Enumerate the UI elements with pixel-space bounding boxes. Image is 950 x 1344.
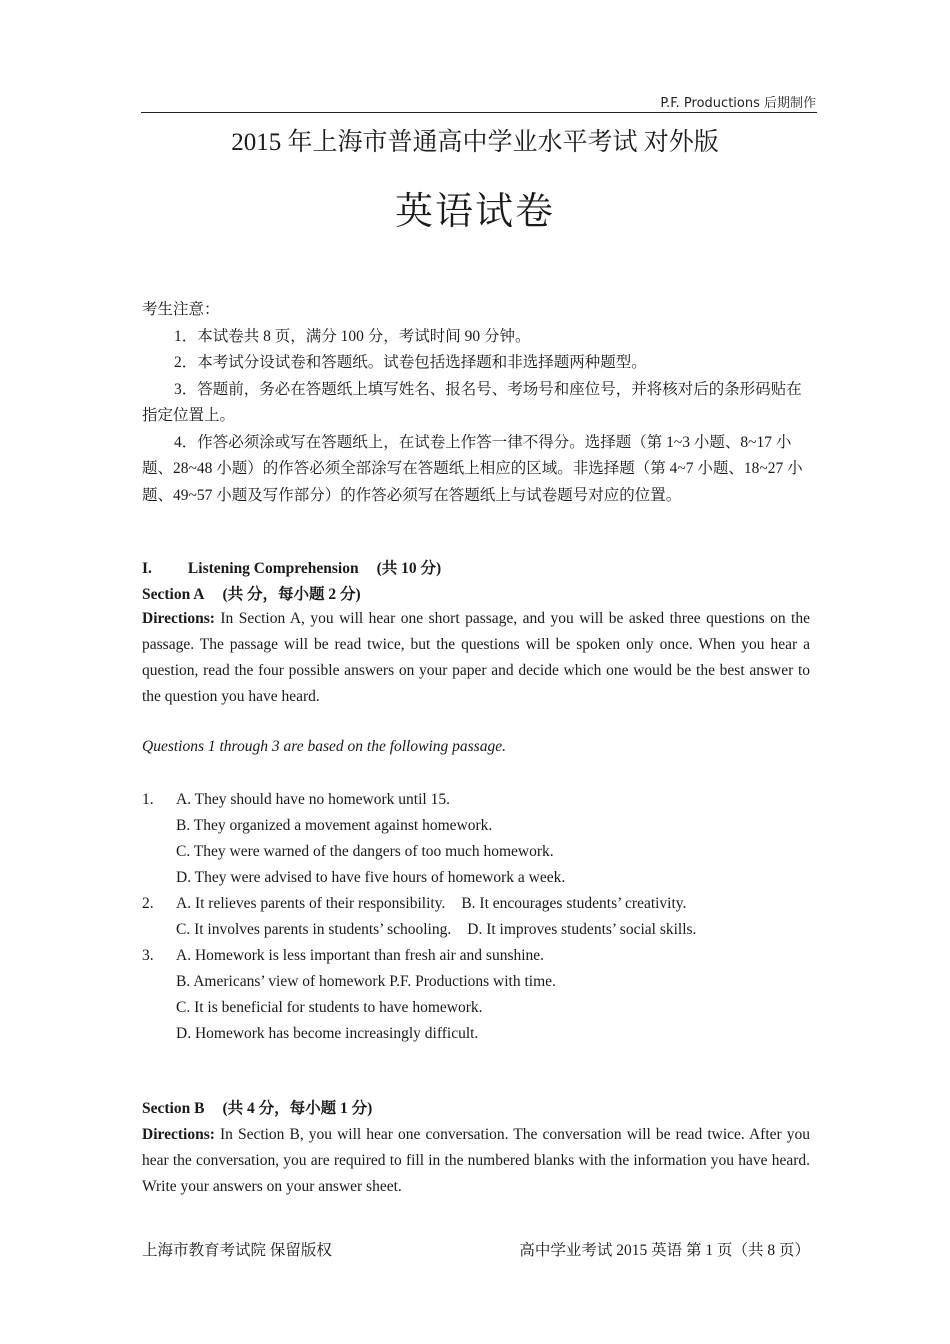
- option: D. Homework has become increasingly difficult.: [176, 1025, 479, 1042]
- option: A. Homework is less important than fresh air and sunshine.: [176, 947, 545, 964]
- section-b-heading: Section B (共 4 分，每小题 1 分): [142, 1100, 373, 1117]
- option: C. It involves parents in students’ schooling.: [176, 921, 452, 938]
- option: C. It is beneficial for students to have homework.: [176, 999, 483, 1016]
- page-title: 2015 年上海市普通高中学业水平考试 对外版: [231, 129, 719, 156]
- footer-page-info: 高中学业考试 2015 英语 第 1 页（共 8 页）: [519, 1242, 810, 1259]
- footer-copyright: 上海市教育考试院 保留版权: [142, 1242, 332, 1259]
- notice-heading: 考生注意：: [142, 301, 220, 318]
- option: B. It encourages students’ creativity.: [461, 895, 687, 912]
- option: B. They organized a movement against homework.: [176, 817, 493, 834]
- part-heading: I. Listening Comprehension (共 10 分): [142, 560, 442, 577]
- notice-item: 1．本试卷共 8 页，满分 100 分，考试时间 90 分钟。: [174, 327, 531, 345]
- listening-heading-block: [142, 556, 810, 608]
- question-1: 1. A. They should have no homework until 15. B. They organized a movement against homework. C. They were warned of the dangers of too much homework. D. They were advised to have five hours of homework a week.: [142, 787, 810, 891]
- header-rule: [141, 112, 817, 113]
- notice-item: 4．作答必须涂或写在答题纸上，在试卷上作答一律不得分。选择题（第 1~3 小题、8~17 小题、28~48 小题）的作答必须全部涂写在答题纸上相应的区域。非选择题（第 4~7 小题、18~27 小题、49~57 小题及写作部分）的作答必须写在答题纸上与试卷题号对应的位置。: [142, 433, 803, 504]
- option: D. It improves students’ social skills.: [467, 921, 697, 938]
- question-3: 3. A. Homework is less important than fresh air and sunshine. B. Americans’ view of homework P.F. Productions with time. C. It is beneficial for students to have homework. D. Homework has become increasingly difficult.: [142, 943, 810, 1047]
- notice-block: [142, 297, 810, 509]
- section-a-directions: Directions: In Section A, you will hear one short passage, and you will be asked three questions on the passage. The passage will be read twice, but the questions will be spoken only once. When you hear a question, read the four possible answers on your paper and decide which one would be the best answer to the question you have heard.: [142, 610, 810, 705]
- option: D. They were advised to have five hours of homework a week.: [176, 869, 566, 886]
- question-2: 2. A. It relieves parents of their responsibility. B. It encourages students’ creativity. C. It involves parents in students’ schooling. D. It improves students’ social skills.: [142, 891, 810, 943]
- questions-intro: Questions 1 through 3 are based on the following passage.: [142, 738, 506, 755]
- section-a-heading: Section A (共 分，每小题 2 分): [142, 586, 361, 603]
- notice-item: 2．本考试分设试卷和答题纸。试卷包括选择题和非选择题两种题型。: [174, 354, 647, 371]
- notice-item: 3．答题前，务必在答题纸上填写姓名、报名号、考场号和座位号，并将核对后的条形码贴在指定位置上。: [142, 380, 802, 424]
- header-brand: P.F. Productions 后期制作: [660, 96, 816, 111]
- page-subtitle: 英语试卷: [394, 191, 555, 233]
- option: B. Americans’ view of homework P.F. Productions with time.: [176, 973, 556, 990]
- option: C. They were warned of the dangers of too much homework.: [176, 843, 554, 860]
- option: A. They should have no homework until 15.: [176, 791, 450, 808]
- section-b-directions: Directions: In Section B, you will hear one conversation. The conversation will be read twice. After you hear the conversation, you are required to fill in the numbered blanks with the information you have heard. Write your answers on your answer sheet.: [142, 1126, 810, 1195]
- option: A. It relieves parents of their responsibility.: [176, 895, 446, 912]
- question-list: [142, 787, 810, 1047]
